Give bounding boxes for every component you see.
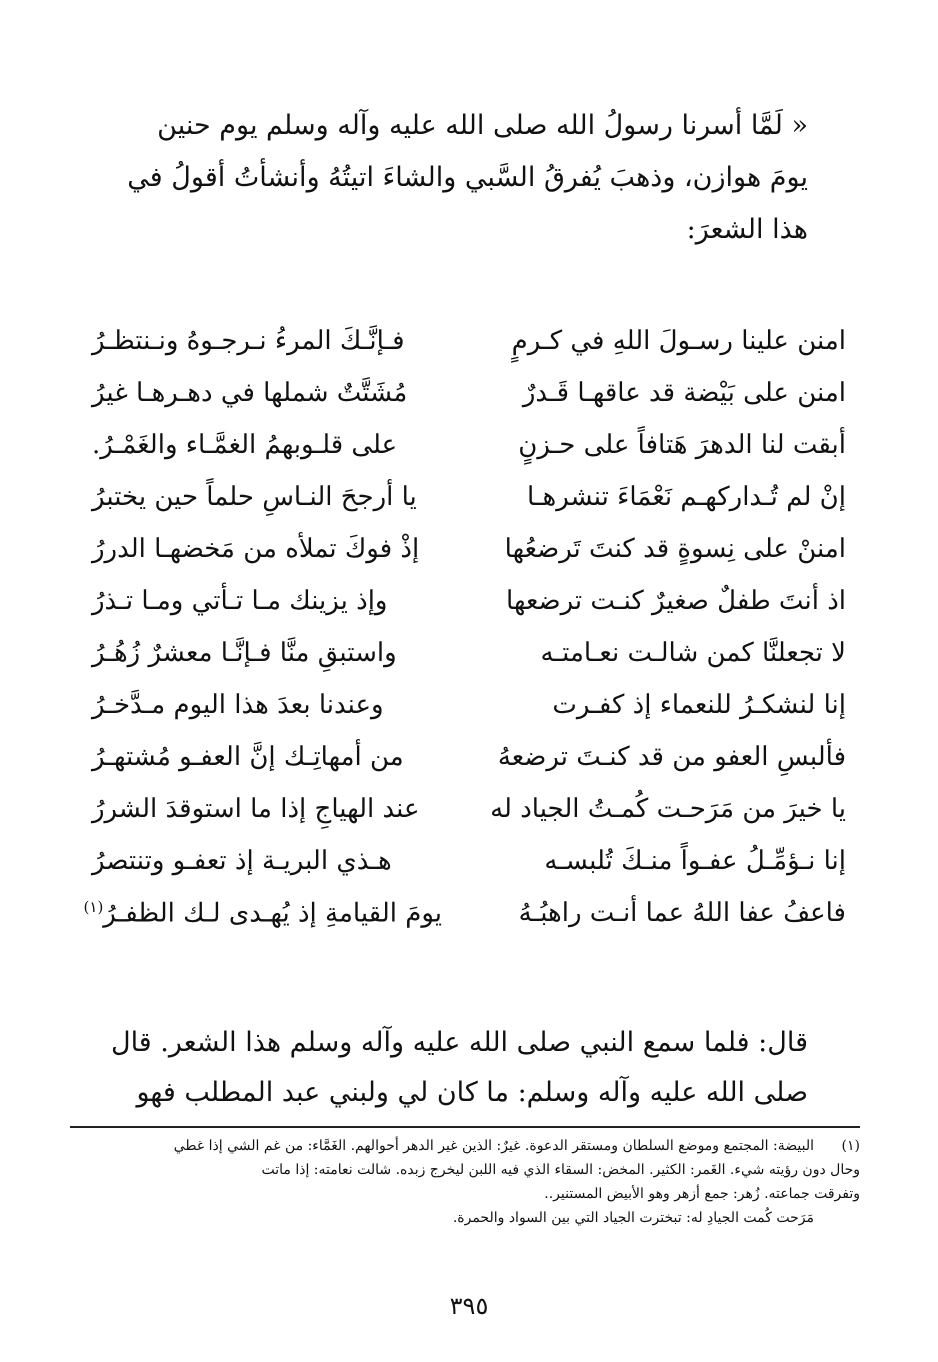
- poem-verse: [92, 734, 846, 786]
- poem-verse: [92, 682, 846, 734]
- footnote-number: (١): [841, 1138, 860, 1154]
- conclusion-line: صلى الله عليه وآله وسلم: ما كان لي ولبني عبد المطلب فهو: [136, 1077, 808, 1108]
- footnote-text: البيضة: المجتمع وموضع السلطان ومستقر الدعوة. غيرٌ: الذين غير الدهر أحوالهم. الغَمَّاء: من غم الشي إذا غطي: [173, 1138, 814, 1154]
- poem-verse: [92, 318, 846, 370]
- poem-verse: [92, 370, 846, 422]
- intro-line: هذا الشعرَ:: [686, 214, 808, 245]
- verse-second-hemistich: عند الهياجِ إذا ما استوقدَ الشررُ: [92, 794, 420, 824]
- intro-line: يومَ هوازن، وذهبَ يُفرقُ السَّبي والشاءَ اتيتُهُ وأنشأتُ أقولُ في: [127, 162, 808, 193]
- footnote-line: [70, 1134, 860, 1158]
- conclusion-paragraph: [110, 1018, 808, 1118]
- poem-verse: [92, 422, 846, 474]
- poem-verse: [92, 578, 846, 630]
- verse-first-hemistich: امنن علينا رسـولَ اللهِ في كـرمٍ: [511, 326, 846, 356]
- verse-first-hemistich: اذ أنتَ طفلٌ صغيرٌ كنـت ترضعها: [506, 586, 846, 616]
- verse-first-hemistich: فاعفُ عفا اللهُ عما أنـت راهبُـهُ: [518, 898, 846, 928]
- verse-second-hemistich: من أمهاتِـك إنَّ العفـو مُشتهـرُ: [92, 742, 404, 772]
- verse-second-hemistich: على قلـوبهمُ الغمَّـاء والغَمْـرُ.: [92, 430, 398, 460]
- footnote-text: وحال دون رؤيته شيء. الغَمر: الكثير. المخض: السقاء الذي فيه اللبن ليخرج زبده. شالت نعامته: إذا ماتت: [261, 1162, 860, 1178]
- verse-second-hemistich: مُشَتَّتٌ شملها في دهـرهـا غيرُ: [92, 378, 408, 408]
- footnote-line: [70, 1206, 860, 1230]
- footnote-line: [70, 1182, 860, 1206]
- poem-verse: [92, 630, 846, 682]
- poem: [83, 318, 846, 942]
- verse-first-hemistich: امنن على بَيْضة قد عاقهـا قَـدرٌ: [522, 378, 846, 408]
- poem-verse: [92, 786, 846, 838]
- verse-second-hemistich: وعندنا بعدَ هذا اليوم مـدَّخـرُ: [92, 690, 384, 720]
- verse-first-hemistich: إنا نـؤمِّـلُ عفـواً منـكَ تُلبسـه: [544, 846, 846, 876]
- verse-first-hemistich: إنا لنشكـرُ للنعماء إذ كفـرت: [552, 690, 846, 720]
- verse-first-hemistich: امننْ على نِسوةٍ قد كنتَ تَرضعُها: [504, 534, 846, 564]
- verse-second-hemistich: يومَ القيامةِ إذ يُهـدى لـك الظفـرُ: [103, 898, 442, 929]
- verse-second-hemistich: فـإنَّـكَ المرءُ نـرجـوهُ ونـنتظـرُ: [92, 326, 405, 356]
- verse-first-hemistich: يا خيرَ من مَرَحـت كُمـتُ الجياد له: [490, 794, 846, 824]
- verse-second-hemistich: واستبقِ منَّا فـإنَّـا معشرٌ زُهُـرُ: [92, 638, 397, 668]
- verse-second-hemistich: إذْ فوكَ تملأه من مَخضهـا الدررُ: [92, 534, 420, 564]
- footnote-text: وتفرقت جماعته. زُهر: جمع أزهر وهو الأبيض المستنير..: [544, 1186, 860, 1202]
- footnote-marker: (١): [83, 898, 104, 916]
- footnotes: [70, 1134, 860, 1230]
- poem-verse: [92, 474, 846, 526]
- poem-verse: [92, 526, 846, 578]
- verse-second-hemistich: وإذ يزينك مـا تـأتي ومـا تـذرُ: [92, 586, 388, 616]
- verse-second-hemistich: يا أرجحَ النـاسِ حلماً حين يختبرُ: [92, 482, 417, 512]
- footnote-line: [70, 1158, 860, 1182]
- poem-verse: [83, 890, 846, 942]
- poem-verse: [92, 838, 846, 890]
- verse-first-hemistich: أبقت لنا الدهرَ هَتافاً على حـزنٍ: [518, 430, 846, 460]
- verse-first-hemistich: لا تجعلنَّا كمن شالـت نعـامتـه: [540, 638, 846, 668]
- footnote-divider: [70, 1126, 860, 1128]
- verse-first-hemistich: إنْ لم تُـداركهـم نَعْمَاءَ تنشرهـا: [527, 482, 846, 512]
- footnote-text: مَرَحت كُمت الجيادِ له: تبخترت الجياد التي بين السواد والحمرة.: [452, 1210, 814, 1226]
- intro-paragraph: [110, 100, 808, 256]
- verse-first-hemistich: فألبسِ العفو من قد كنـتَ ترضعهُ: [497, 742, 846, 772]
- intro-line: « لَمَّا أسرنا رسولُ الله صلى الله عليه وآله وسلم يوم حنين: [157, 110, 808, 141]
- conclusion-line: قال: فلما سمع النبي صلى الله عليه وآله وسلم هذا الشعر. قال: [110, 1027, 808, 1058]
- page-number: ٣٩٥: [449, 1292, 489, 1320]
- verse-second-hemistich-with-marker: [83, 898, 442, 929]
- verse-second-hemistich: هـذي البريـة إذ تعفـو وتنتصرُ: [92, 846, 392, 876]
